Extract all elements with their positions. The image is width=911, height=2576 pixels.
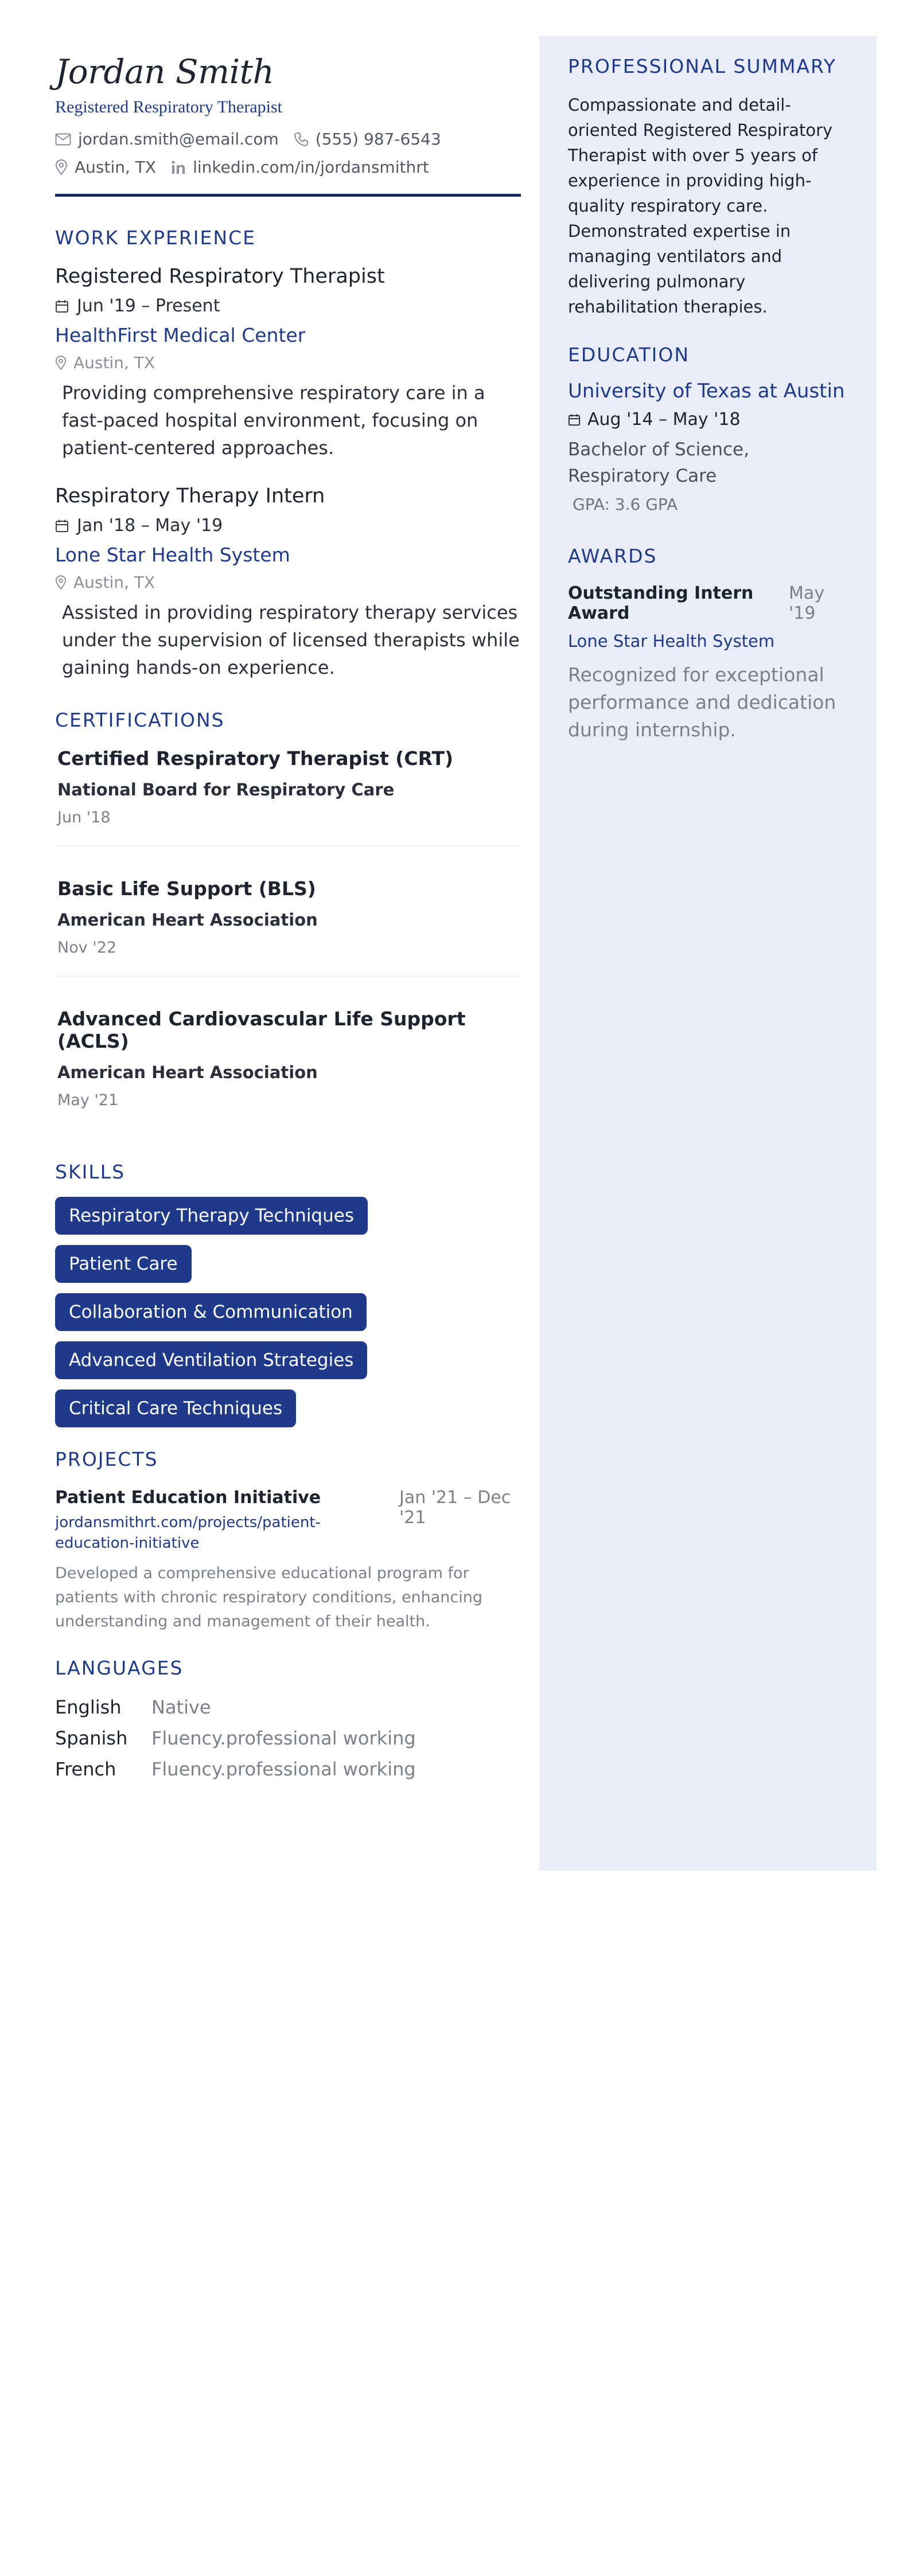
project-dates: Jan '21 – Dec '21 <box>399 1488 511 1528</box>
awards-title: AWARDS <box>568 545 657 567</box>
job-dates-text: Jun '19 – Present <box>77 296 220 316</box>
main-column <box>55 52 521 1785</box>
phone-contact[interactable] <box>294 130 441 149</box>
certification-name: Certified Respiratory Therapist (CRT) <box>57 747 454 770</box>
skill-chip: Respiratory Therapy Techniques <box>55 1197 368 1235</box>
award-date: May '19 <box>789 583 825 623</box>
certification-date: May '21 <box>57 1091 119 1109</box>
languages-list <box>55 1692 521 1785</box>
map-pin-icon <box>55 356 67 370</box>
job-entry <box>55 265 521 462</box>
skill-chip: Collaboration & Communication <box>55 1293 367 1331</box>
job-title: Registered Respiratory Therapist <box>55 265 385 288</box>
job-location-text: Austin, TX <box>73 573 155 592</box>
job-dates <box>55 516 521 536</box>
certification-issuer: National Board for Respiratory Care <box>57 780 395 799</box>
skill-chip: Advanced Ventilation Strategies <box>55 1341 367 1379</box>
language-level: Fluency.professional working <box>151 1727 416 1749</box>
language-row <box>55 1723 521 1754</box>
award-header <box>568 583 848 623</box>
certification-issuer: American Heart Association <box>57 910 318 930</box>
job-company: Lone Star Health System <box>55 544 290 566</box>
languages-title: LANGUAGES <box>55 1657 184 1679</box>
gpa: GPA: 3.6 GPA <box>573 495 678 514</box>
linkedin-icon <box>171 160 186 175</box>
work-experience-title: WORK EXPERIENCE <box>55 227 256 249</box>
project-header <box>55 1488 521 1554</box>
skills-list <box>55 1197 521 1438</box>
school-name: University of Texas at Austin <box>568 380 845 403</box>
headline: Registered Respiratory Therapist <box>55 97 283 116</box>
job-location <box>55 573 521 592</box>
projects-title: PROJECTS <box>55 1448 158 1470</box>
language-row <box>55 1692 521 1723</box>
skill-chip: Patient Care <box>55 1245 192 1283</box>
language-name: Spanish <box>55 1727 128 1749</box>
candidate-name: Jordan Smith <box>55 52 274 91</box>
award-description: Recognized for exceptional performance and dedication during internship. <box>568 663 836 741</box>
education-dates-text: Aug '14 – May '18 <box>587 409 741 430</box>
sidebar <box>539 36 877 1871</box>
summary-title: PROFESSIONAL SUMMARY <box>568 55 836 77</box>
certification-issuer: American Heart Association <box>57 1063 318 1082</box>
language-row <box>55 1754 521 1785</box>
project-name: Patient Education Initiative <box>55 1488 321 1508</box>
job-company: HealthFirst Medical Center <box>55 324 306 346</box>
calendar-icon <box>568 413 581 426</box>
certification-date: Jun '18 <box>57 809 111 826</box>
job-title: Respiratory Therapy Intern <box>55 485 325 508</box>
linkedin-text: linkedin.com/in/jordansmithrt <box>193 158 429 177</box>
email-contact[interactable] <box>55 130 279 149</box>
phone-icon <box>294 132 309 147</box>
project-description: Developed a comprehensive educational program for patients with chronic respiratory conditions, enhancing understanding and management of their health. <box>55 1564 483 1630</box>
degree: Bachelor of Science, Respiratory Care <box>568 439 749 486</box>
job-location <box>55 353 521 372</box>
certification-name: Basic Life Support (BLS) <box>57 877 316 900</box>
project-link[interactable]: jordansmithrt.com/projects/patient-education-initiative <box>55 1514 321 1552</box>
certification-name: Advanced Cardiovascular Life Support (ACLS) <box>57 1008 466 1052</box>
calendar-icon <box>55 299 69 313</box>
project-heading <box>55 1488 399 1554</box>
award-name: Outstanding Intern Award <box>568 583 754 623</box>
linkedin-contact[interactable] <box>171 158 429 177</box>
certification-item <box>55 731 521 846</box>
skills-title: SKILLS <box>55 1161 126 1183</box>
job-description: Assisted in providing respiratory therapy services under the supervision of licensed therapists while gaining hands-on experience. <box>62 602 520 678</box>
map-pin-icon <box>55 575 67 590</box>
certification-item <box>55 992 521 1129</box>
certification-list <box>55 731 521 1129</box>
job-description: Providing comprehensive respiratory care in a fast-paced hospital environment, focusing on patient-centered approaches. <box>62 382 485 459</box>
email-text: jordan.smith@email.com <box>78 130 279 149</box>
location-text: Austin, TX <box>75 158 157 177</box>
project-item <box>55 1488 521 1634</box>
location-contact <box>55 158 156 177</box>
certifications-title: CERTIFICATIONS <box>55 709 225 731</box>
education-title: EDUCATION <box>568 344 690 366</box>
job-entry <box>55 485 521 681</box>
header-divider <box>55 194 521 197</box>
award-item <box>568 583 848 744</box>
calendar-icon <box>55 519 69 533</box>
job-location-text: Austin, TX <box>73 353 155 372</box>
award-organization: Lone Star Health System <box>568 631 775 651</box>
education-dates <box>568 409 848 430</box>
job-dates-text: Jan '18 – May '19 <box>77 516 223 536</box>
contact-row-2 <box>55 158 521 177</box>
contact-row-1 <box>55 130 521 149</box>
language-name: English <box>55 1696 122 1718</box>
certification-item <box>55 861 521 977</box>
envelope-icon <box>55 133 71 146</box>
skill-chip: Critical Care Techniques <box>55 1390 296 1427</box>
job-dates <box>55 296 521 316</box>
language-name: French <box>55 1758 116 1780</box>
phone-text: (555) 987-6543 <box>315 130 441 149</box>
language-level: Native <box>151 1696 211 1718</box>
language-level: Fluency.professional working <box>151 1758 416 1780</box>
certification-date: Nov '22 <box>57 939 117 957</box>
map-pin-icon <box>55 159 68 175</box>
summary-text: Compassionate and detail-oriented Registered Respiratory Therapist with over 5 years of experience in providing high-quality respiratory care. Demonstrated expertise in managing ventilators and delivering pulmonary rehabilitation therapies. <box>568 95 833 317</box>
